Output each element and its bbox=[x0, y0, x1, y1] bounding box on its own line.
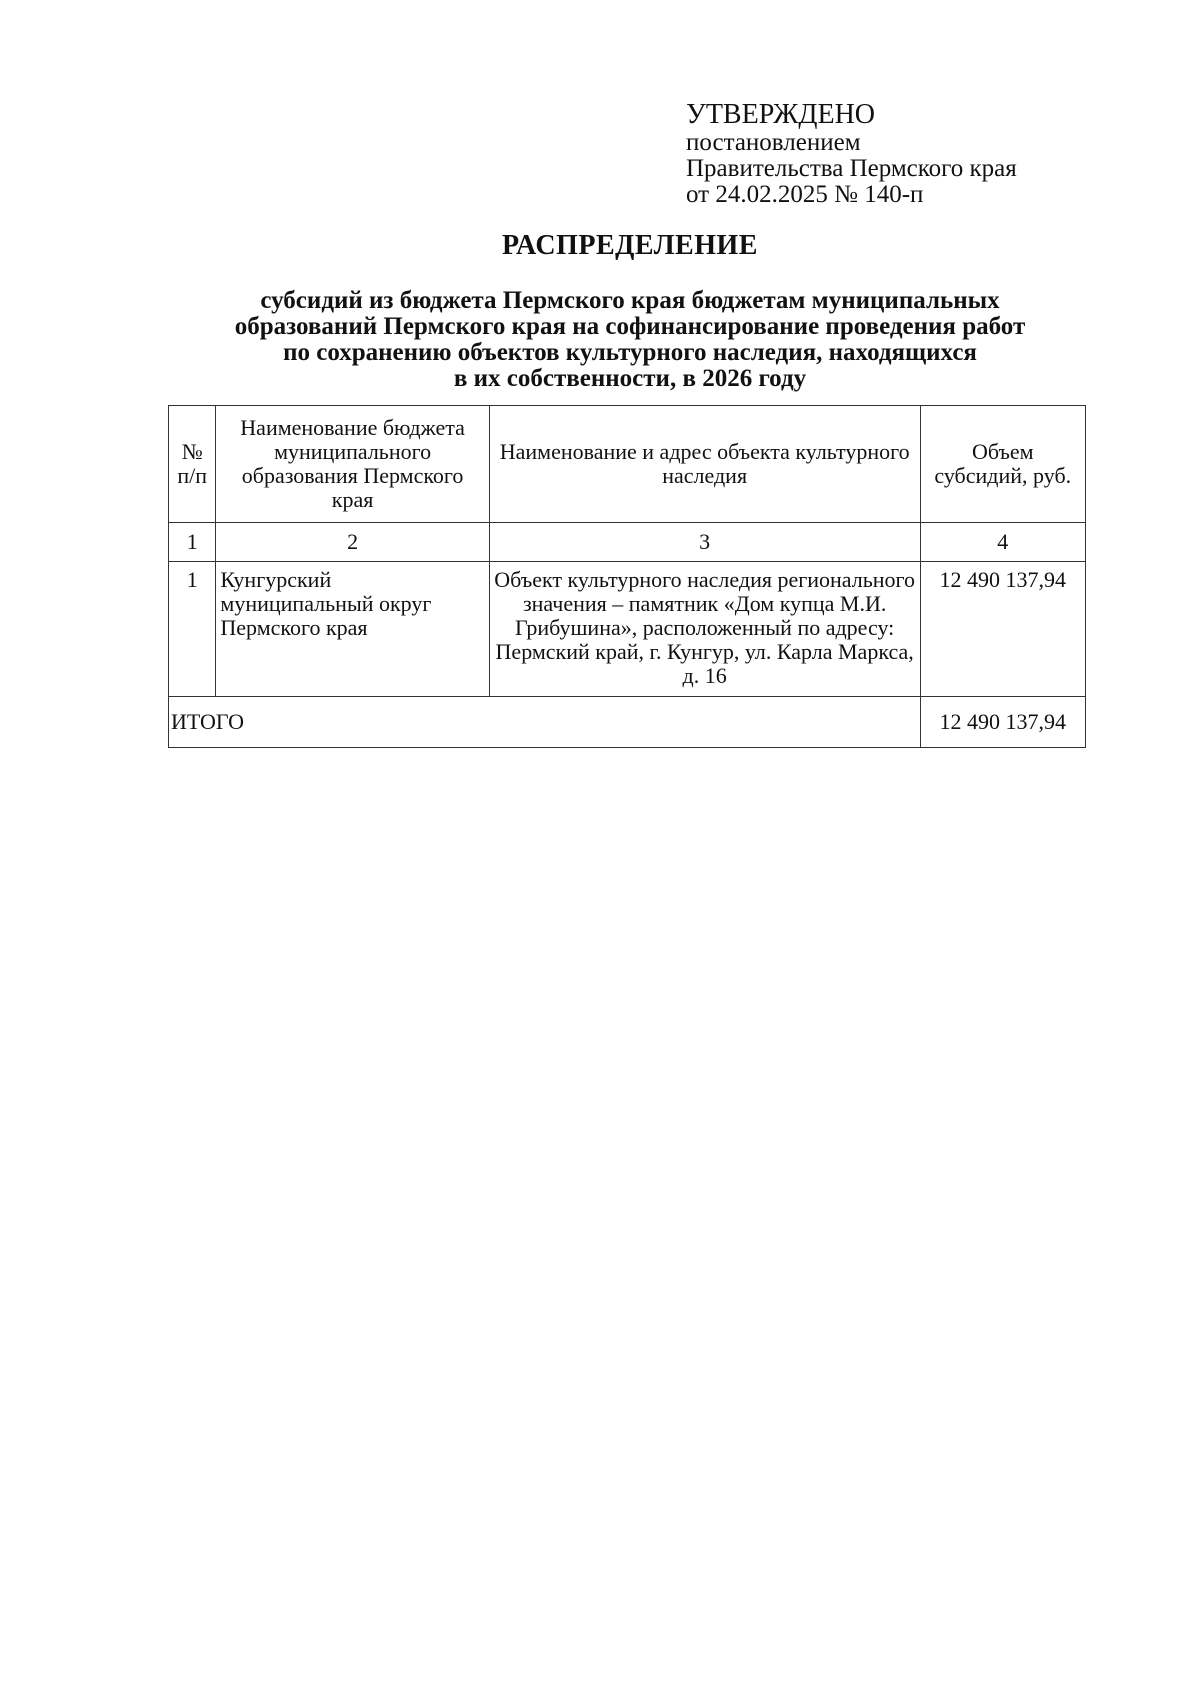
approval-line: от 24.02.2025 № 140-п bbox=[686, 181, 924, 208]
table-row bbox=[169, 562, 1086, 697]
column-index: 1 bbox=[169, 523, 216, 562]
distribution-table bbox=[168, 405, 1086, 748]
approval-stamp bbox=[686, 100, 1106, 208]
approval-title: УТВЕРЖДЕНО bbox=[686, 99, 876, 130]
column-index: 3 bbox=[489, 523, 920, 562]
subtitle-line: в их собственности, в 2026 году bbox=[453, 365, 807, 392]
subtitle-line: по сохранению объектов культурного наследия, находящихся bbox=[283, 339, 977, 366]
subtitle-line: образований Пермского края на софинансирование проведения работ bbox=[234, 313, 1026, 340]
total-label: ИТОГО bbox=[169, 697, 921, 748]
header-budget: Наименование бюджета муниципального образования Пермского края bbox=[216, 406, 489, 523]
row-sum: 12 490 137,94 bbox=[920, 562, 1085, 697]
header-object: Наименование и адрес объекта культурного наследия bbox=[489, 406, 920, 523]
subtitle-line: субсидий из бюджета Пермского края бюджетам муниципальных bbox=[260, 287, 1000, 314]
header-num: № п/п bbox=[169, 406, 216, 523]
document-subtitle bbox=[100, 288, 1160, 392]
column-index: 2 bbox=[216, 523, 489, 562]
table-header-row bbox=[169, 406, 1086, 523]
column-index-row bbox=[169, 523, 1086, 562]
document-title: РАСПРЕДЕЛЕНИЕ bbox=[502, 230, 758, 261]
approval-line: постановлением bbox=[686, 129, 861, 156]
row-budget: Кунгурский муниципальный округ Пермского края bbox=[216, 562, 489, 697]
total-sum: 12 490 137,94 bbox=[920, 697, 1085, 748]
document-heading bbox=[100, 230, 1160, 392]
row-num: 1 bbox=[169, 562, 216, 697]
approval-line: Правительства Пермского края bbox=[686, 155, 1017, 182]
header-sum: Объем субсидий, руб. bbox=[920, 406, 1085, 523]
row-object: Объект культурного наследия регионального значения – памятник «Дом купца М.И. Грибушина», расположенный по адресу: Пермский край, г. Кунгур, ул. Карла Маркса, д. 16 bbox=[489, 562, 920, 697]
column-index: 4 bbox=[920, 523, 1085, 562]
table-total-row bbox=[169, 697, 1086, 748]
